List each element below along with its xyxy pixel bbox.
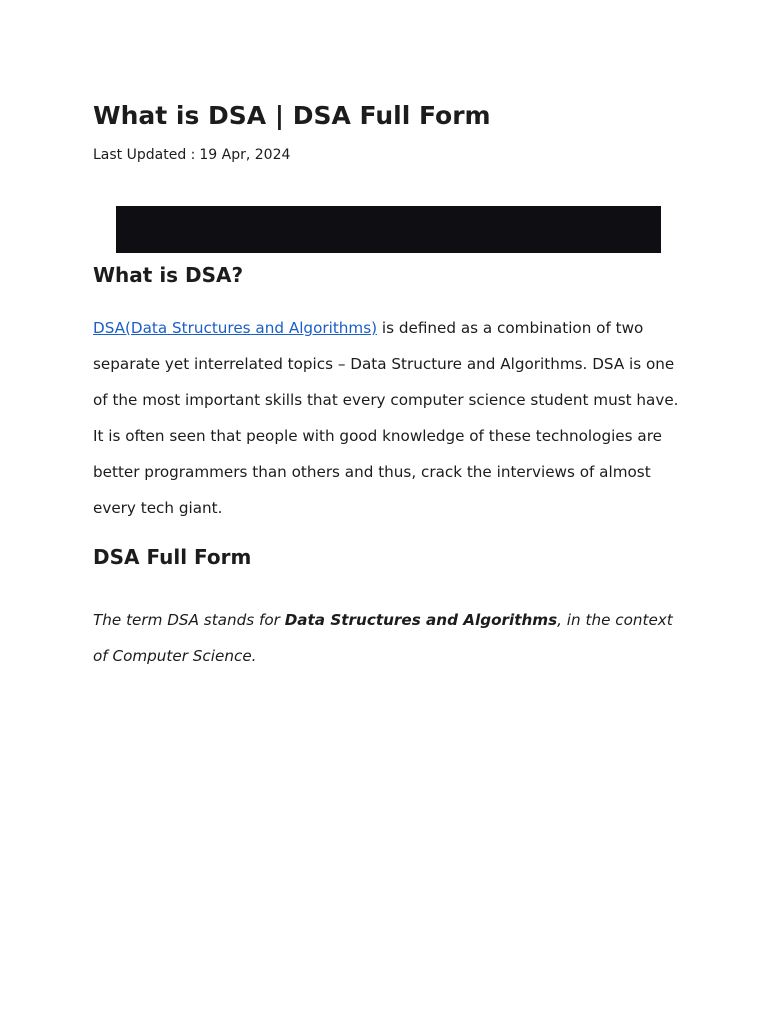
section-heading-what-is-dsa: What is DSA? bbox=[93, 263, 244, 287]
full-form-bold-term: Data Structures and Algorithms bbox=[284, 611, 558, 629]
full-form-text-after: , in the context of Computer Science. bbox=[93, 611, 673, 665]
full-form-paragraph bbox=[93, 602, 683, 674]
last-updated-label: Last Updated : bbox=[93, 147, 196, 163]
full-form-text-before: The term DSA stands for bbox=[93, 611, 285, 629]
section-heading-dsa-full-form: DSA Full Form bbox=[93, 545, 252, 569]
intro-paragraph bbox=[93, 310, 683, 526]
ad-banner[interactable] bbox=[116, 206, 661, 253]
last-updated bbox=[93, 144, 290, 166]
page-title: What is DSA | DSA Full Form bbox=[93, 101, 491, 130]
intro-paragraph-text: is defined as a combination of two separate yet interrelated topics – Data Structure and Algorithms. DSA is one of the most important skills that every computer science student must have. It is often seen that people with good knowledge of these technologies are better programmers than others and thus, crack the interviews of almost every tech giant. bbox=[93, 319, 679, 517]
last-updated-date: 19 Apr, 2024 bbox=[199, 147, 291, 163]
dsa-link[interactable]: DSA(Data Structures and Algorithms) bbox=[93, 319, 378, 337]
